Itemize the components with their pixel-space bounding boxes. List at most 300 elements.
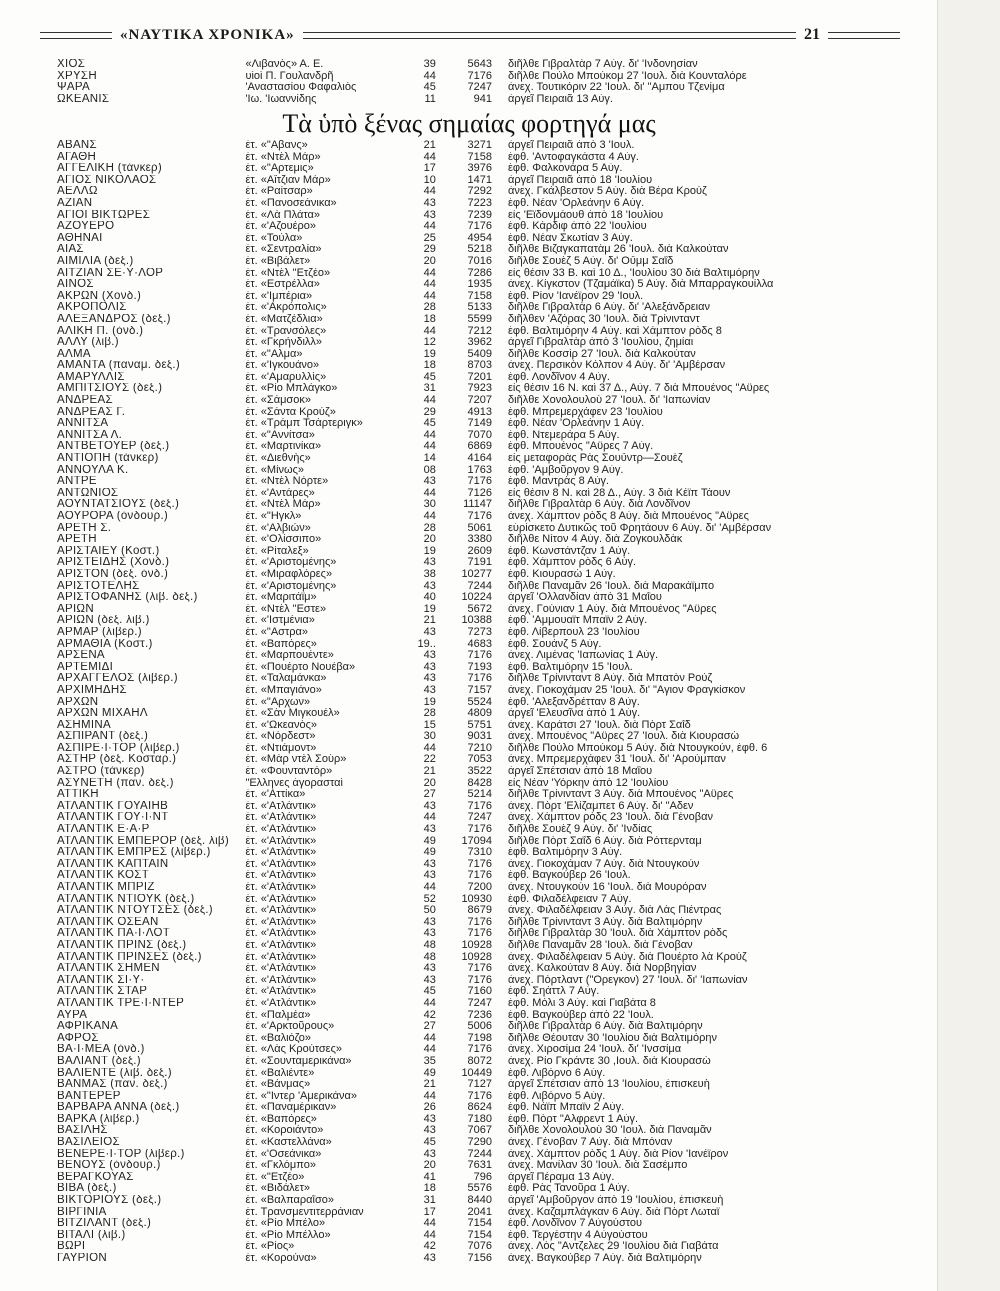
status-cell: εἰς θέσιν 33 Β. καὶ 10 Δ., 'Ιουλίου 30 διὰ Βαλτιμόρην — [508, 267, 760, 279]
owner-cell: ἑτ. «"Αλμα» — [245, 348, 303, 360]
tonnage-cell: 8440 — [467, 1195, 493, 1207]
tonnage-cell: 7180 — [467, 1113, 493, 1125]
status-cell: ἐφθ. Τεργέστην 4 Αὐγούστου — [508, 1229, 648, 1241]
owner-cell: ἑτ. «'Ατλάντικ» — [245, 812, 317, 824]
tonnage-cell: 1471 — [467, 174, 493, 186]
ship-name-cell: ΒΙΚΤΟΡΙΟΥΣ (δεξ.) — [57, 1195, 162, 1207]
owner-cell: ἑτ. «Μαρπουέντε» — [245, 650, 334, 662]
year-cell: 45 — [423, 418, 436, 430]
tonnage-cell: 941 — [473, 93, 493, 105]
status-cell: ἐφθ. Μπρεμερχάφεν 23 'Ιουλίου — [508, 406, 663, 418]
status-cell: εὑρίσκετο Δυτικῶς τοῦ Φρητάουν 6 Αὐγ. δι' 'Αμβέρσαν — [508, 522, 772, 534]
table-row — [57, 59, 889, 71]
tonnage-cell: 7236 — [467, 1009, 493, 1021]
tonnage-cell: 7176 — [467, 870, 493, 882]
table-row — [57, 1137, 889, 1149]
table-row — [57, 928, 889, 940]
tonnage-cell: 7076 — [467, 1241, 493, 1253]
year-cell: 44 — [423, 1032, 436, 1044]
page-header — [40, 22, 900, 48]
table-row — [57, 778, 889, 790]
owner-cell: ἑτ. «Σουνταμερικάνα» — [245, 1055, 352, 1067]
status-cell: ἀνεχ. Γιοκοχάμαν 25 'Ιουλ. δι' "Αγιον Φραγκίσκον — [508, 684, 746, 696]
owner-cell: ἑτ. «"Αβανς» — [245, 140, 308, 151]
year-cell: 43 — [423, 661, 436, 673]
year-cell: 44 — [423, 997, 436, 1009]
year-cell: 30 — [423, 731, 436, 743]
tonnage-cell: 7176 — [467, 1090, 493, 1102]
status-cell: διῆλθε Γιβραλτὰρ 6 Αὐγ. δι' 'Αλεξάνδρειαν — [508, 302, 710, 314]
owner-cell: ἑτ. «"Αννίτσα» — [245, 429, 315, 441]
ship-name-cell: ΒΑ·Ι·ΜΕΑ (ὀνδ.) — [57, 1044, 145, 1056]
year-cell: 43 — [423, 476, 436, 488]
ship-name-cell: ΩΚΕΑΝΙΣ — [57, 93, 110, 105]
ship-name-cell: ΑΤΛΑΝΤΙΚ ΟΣΕΑΝ — [57, 916, 159, 928]
table-row — [57, 1114, 889, 1126]
ship-name-cell: ΒΑΣΙΛΕΙΟΣ — [57, 1137, 120, 1149]
year-cell: 43 — [423, 870, 436, 882]
year-cell: 44 — [423, 70, 436, 82]
ship-name-cell: ΑΝΤΡΕ — [57, 476, 97, 488]
ship-name-cell: ΑΡΙΩΝ (δεξ. λιβ.) — [57, 615, 150, 627]
table-row — [57, 917, 889, 929]
year-cell: 44 — [423, 395, 436, 407]
table-row — [57, 801, 889, 813]
status-cell: ἀνεχ. Ντουγκούν 16 'Ιουλ. διὰ Μουρόραν — [508, 882, 707, 893]
table-row — [57, 975, 889, 987]
owner-cell: ἑτ. «Κορούνα» — [245, 1253, 317, 1264]
tonnage-cell: 7290 — [467, 1137, 493, 1149]
ship-name-cell: ΑΡΧΑΓΓΕΛΟΣ (λιβερ.) — [57, 673, 178, 685]
tonnage-cell: 8703 — [467, 360, 493, 372]
status-cell: διῆλθε Τρίνινταντ 8 Αὐγ. διὰ Μπατὸν Ρούζ — [508, 673, 713, 685]
ship-name-cell: ΑΝΤΩΝΙΟΣ — [57, 487, 119, 499]
year-cell: 28 — [423, 302, 436, 314]
status-cell: ἀνεχ. Φιλαδέλφειαν 5 Αὐγ. διὰ Πουέρτο λὰ Κρούζ — [508, 951, 747, 963]
status-cell: ἐφθ. Λονδῖνον 7 Αὐγούστου — [508, 1218, 643, 1230]
year-cell: 44 — [423, 279, 436, 291]
owner-cell: ἑτ. «'Ατλάντικ» — [245, 928, 317, 940]
tonnage-cell: 7200 — [467, 882, 493, 893]
tonnage-cell: 7212 — [467, 325, 493, 337]
tonnage-cell: 7223 — [467, 197, 493, 209]
ship-name-cell: ΑΙΜΙΛΙΑ (δεξ.) — [57, 255, 134, 267]
owner-cell: ἑτ. «Ντὲλ Μάρ» — [245, 499, 321, 511]
owner-cell: ἑτ. «Μαριτάϊμ» — [245, 592, 317, 604]
tonnage-cell: 7176 — [467, 858, 493, 870]
ship-name-cell: ΑΛΛΥ (λιβ.) — [57, 337, 119, 349]
ship-name-cell: ΑΙΝΟΣ — [57, 279, 94, 291]
ship-name-cell: ΒΕΝΕΡΕ·Ι·ΤΟΡ (λιβερ.) — [57, 1148, 185, 1160]
status-cell: ἐφθ. Λιβόρνο 6 Αὐγ. — [508, 1067, 606, 1079]
owner-cell: ἑτ. «'Ολίσσιπο» — [245, 534, 322, 546]
year-cell: 29 — [423, 406, 436, 418]
tonnage-cell: 7154 — [467, 1229, 493, 1241]
status-cell: ἀνεχ. Γιοκοχάμαν 7 Αὐγ. διὰ Ντουγκούν — [508, 858, 700, 870]
tonnage-cell: 10224 — [461, 592, 493, 604]
table-row — [57, 697, 889, 709]
year-cell: 30 — [423, 499, 436, 511]
status-cell: ἐφθ. Κάρδιφ ἀπὸ 22 'Ιουλίου — [508, 221, 647, 233]
tonnage-cell: 7247 — [467, 82, 493, 94]
year-cell: 20 — [423, 534, 436, 546]
status-cell: διῆλθε Τρίνινταντ 3 Αὐγ. διὰ Μπουένος "Αϋρες — [508, 789, 734, 801]
ship-name-cell: ΑΕΛΛΩ — [57, 186, 98, 198]
status-cell: ἐφθ. Μόλι 3 Αὐγ. καὶ Γιαβάτα 8 — [508, 997, 656, 1009]
ship-name-cell: ΒΑΣΙΛΗΣ — [57, 1125, 108, 1137]
status-cell: ἀνεχ. Καλκούταν 8 Αὐγ. διὰ Νορβηγίαν — [508, 963, 697, 975]
table-row — [57, 140, 889, 152]
ship-name-cell: ΒΑΝΜΑΣ (παν. δεξ.) — [57, 1079, 168, 1091]
table-row — [57, 476, 889, 488]
owner-cell: ἑτ. «'Ατλάντικ» — [245, 963, 317, 975]
table-row — [57, 650, 889, 662]
tonnage-cell: 7176 — [467, 800, 493, 812]
owner-cell: ἑτ. Τρανσμεντιτερράνιαν — [245, 1206, 364, 1218]
ship-name-cell: ΑΝΤΙΟΠΗ (τάνκερ) — [57, 453, 159, 465]
owner-cell: ἑτ. «Τούλα» — [245, 232, 303, 244]
table-row — [57, 986, 889, 998]
year-cell: 44 — [423, 290, 436, 302]
owner-cell: ἑτ. «Γκρήνδιλλ» — [245, 337, 323, 349]
tonnage-cell: 5409 — [467, 348, 493, 360]
ship-name-cell: ΑΚΡΟΠΟΛΙΣ — [57, 302, 127, 314]
tonnage-cell: 7239 — [467, 209, 493, 221]
owner-cell: ἑτ. «"Ηγκλ» — [245, 511, 302, 522]
table-row — [57, 836, 889, 848]
status-cell: διῆλθε Γιβραλτὰρ 7 Αὐγ. δι' 'Ινδονησίαν — [508, 59, 698, 70]
ship-name-cell: ΑΣΠΙΡΑΝΤ (δεξ.) — [57, 731, 149, 743]
status-cell: ἐφθ. Λίβερπουλ 23 'Ιουλίου — [508, 626, 640, 638]
table-row — [57, 824, 889, 836]
status-cell: ἀνεχ. Χάμπτον ρὸδς 23 'Ιουλ. διὰ Γένοβαν — [508, 812, 713, 824]
owner-cell: ἑτ. «'Αντάρες» — [245, 487, 315, 499]
tonnage-cell: 4809 — [467, 708, 493, 720]
owner-cell: ἑτ. «Γκλόμπο» — [245, 1160, 316, 1172]
status-cell: ἀργεῖ Πειραιᾶ ἀπὸ 3 'Ιουλ. — [508, 140, 635, 151]
year-cell: 43 — [423, 673, 436, 685]
table-row — [57, 1160, 889, 1172]
owner-cell: ἑτ. «'Ατλάντικ» — [245, 800, 317, 812]
owner-cell: ἑτ. «Ρίο Μπέλο» — [245, 1218, 326, 1230]
ship-name-cell: ΑΡΤΕΜΙΔΙ — [57, 661, 114, 673]
ship-name-cell: ΑΤΛΑΝΤΙΚ ΕΜΠΡΕΣ (λιβερ.) — [57, 847, 211, 859]
year-cell: 43 — [423, 824, 436, 836]
year-cell: 40 — [423, 592, 436, 604]
status-cell: διῆλθε Κοσσὶρ 27 'Ιουλ. διὰ Καλκούταν — [508, 348, 696, 360]
status-cell: ἀνεχ. Χάμπτον ρὸδς 1 Αὐγ. διὰ Ρίον 'Ιανέϊρον — [508, 1148, 729, 1160]
tonnage-cell: 7198 — [467, 1032, 493, 1044]
year-cell: 08 — [423, 464, 436, 476]
tonnage-cell: 7201 — [467, 371, 493, 383]
table-row — [57, 94, 889, 106]
tonnage-cell: 7923 — [467, 383, 493, 395]
table-row — [57, 82, 889, 94]
status-cell: ἐφθ. Μπουένος "Αϋρες 7 Αὐγ. — [508, 441, 654, 453]
owner-cell: ἑτ. «Ραίτσαρ» — [245, 186, 313, 198]
ship-name-cell: ΑΙΑΣ — [57, 244, 84, 256]
tonnage-cell: 7286 — [467, 267, 493, 279]
tonnage-cell: 7273 — [467, 626, 493, 638]
status-cell: ἐφθ. Ρὰς Τανοῦρα 1 Αὐγ. — [508, 1183, 630, 1195]
year-cell: 42 — [423, 1241, 436, 1253]
status-cell: ἀνεχ. Περσικὸν Κόλπον 4 Αὐγ. δι' 'Αμβέρσαν — [508, 360, 726, 372]
year-cell: 43 — [423, 197, 436, 209]
owner-cell: ἑτ. «Βάνμας» — [245, 1079, 311, 1091]
table-row — [57, 314, 889, 326]
tonnage-cell: 3976 — [467, 163, 493, 175]
table-row — [57, 870, 889, 882]
right-gutter — [937, 0, 1000, 1291]
table-row — [57, 952, 889, 964]
owner-cell: ἑτ. «Μὰρ ντὲλ Σοὺρ» — [245, 754, 347, 766]
ship-name-cell: ΑΤΛΑΝΤΙΚ ΚΑΠΤΑΙΝ — [57, 858, 169, 870]
table-row — [57, 592, 889, 604]
ship-name-cell: ΑΝΝΙΤΣΑ — [57, 418, 109, 430]
owner-cell: ἑτ. «Λὰς Κρούτσες» — [245, 1044, 343, 1056]
ship-name-cell: ΑΤΛΑΝΤΙΚ ΣΗΜΕΝ — [57, 963, 160, 975]
tonnage-cell: 7207 — [467, 395, 493, 407]
tonnage-cell: 5751 — [467, 719, 493, 731]
ship-name-cell: ΑΤΛΑΝΤΙΚ ΣΤΑΡ — [57, 986, 148, 998]
table-row — [57, 998, 889, 1010]
owner-cell: ἑτ. «'Ιγκουάνο» — [245, 360, 320, 372]
owner-cell: ἑτ. «'Αττίκα» — [245, 789, 306, 801]
table-row — [57, 499, 889, 511]
ship-name-cell: ΑΣΤΡΟ (τάνκερ) — [57, 766, 145, 778]
tonnage-cell: 7247 — [467, 812, 493, 824]
status-cell: ἀνεχ. Καζαμπλάγκαν 6 Αὐγ. διὰ Πὸρτ Λωταϊ — [508, 1206, 720, 1218]
owner-cell: ἑτ. «Πουέρτο Νουέβα» — [245, 661, 356, 673]
status-cell: ἀργεῖ Σπέτσιαν ἀπὸ 13 'Ιουλίου, ἐπισκευὴ — [508, 1079, 710, 1091]
tonnage-cell: 3380 — [467, 534, 493, 546]
tonnage-cell: 3271 — [467, 140, 493, 151]
status-cell: διῆλθε Θέουταν 30 'Ιουλίου διὰ Βαλτιμόρην — [508, 1032, 718, 1044]
registry-table-foreign-flags — [57, 140, 889, 1265]
tonnage-cell: 5672 — [467, 603, 493, 615]
year-cell: 44 — [423, 441, 436, 453]
year-cell: 21 — [423, 1079, 436, 1091]
year-cell: 21 — [423, 140, 436, 151]
table-row — [57, 812, 889, 824]
year-cell: 45 — [423, 1137, 436, 1149]
status-cell: διῆλθε Νίτον 4 Αὐγ. διὰ Ζογκουλδὰκ — [508, 534, 683, 546]
year-cell: 43 — [423, 963, 436, 975]
owner-cell: ἑτ. «'Ατλάντικ» — [245, 824, 317, 836]
table-row — [57, 430, 889, 442]
year-cell: 43 — [423, 800, 436, 812]
tonnage-cell: 8679 — [467, 905, 493, 917]
tonnage-cell: 7176 — [467, 974, 493, 986]
year-cell: 43 — [423, 1125, 436, 1137]
status-cell: ἀνεχ. Μπουένος "Αϋρες 27 'Ιουλ. διὰ Κιουρασὼ — [508, 731, 740, 743]
year-cell: 28 — [423, 522, 436, 534]
year-cell: 48 — [423, 939, 436, 951]
tonnage-cell: 7176 — [467, 928, 493, 940]
owner-cell: 'Ιω. 'Ιωαννίδης — [245, 93, 317, 105]
year-cell: 15 — [423, 719, 436, 731]
owner-cell: ἑτ. «"Ετζέο» — [245, 1171, 305, 1183]
tonnage-cell: 2609 — [467, 545, 493, 557]
owner-cell: ἑτ. «Ντὲλ "Ετζέο» — [245, 267, 331, 279]
owner-cell: ἑτ. «Ματζέδλια» — [245, 313, 323, 325]
table-row — [57, 534, 889, 546]
ship-name-cell: ΑΛΜΑ — [57, 348, 91, 360]
tonnage-cell: 5524 — [467, 696, 493, 708]
tonnage-cell: 8428 — [467, 777, 493, 789]
table-row — [57, 1230, 889, 1242]
status-cell: ἀνεχ. Τουτικόριν 22 'Ιουλ. δι' "Αμπου Τζενίμα — [508, 82, 725, 94]
year-cell: 31 — [423, 383, 436, 395]
tonnage-cell: 5214 — [467, 789, 493, 801]
year-cell: 43 — [423, 1148, 436, 1160]
ship-name-cell: ΑΝΝΟΥΛΑ Κ. — [57, 464, 129, 476]
year-cell: 22 — [423, 754, 436, 766]
year-cell: 43 — [423, 974, 436, 986]
year-cell: 18 — [423, 1183, 436, 1195]
ship-name-cell: ΑΡΜΑΘΙΑ (Κοστ.) — [57, 638, 153, 650]
ship-name-cell: ΒΕΡΑΓΚΟΥΑΣ — [57, 1171, 134, 1183]
status-cell: ἀργεῖ 'Ελευσῖνα ἀπὸ 1 Αὐγ. — [508, 708, 641, 720]
owner-cell: ἑτ. «'Οσεάνικα» — [245, 1148, 322, 1160]
table-row — [57, 754, 889, 766]
owner-cell: ἑτ. «Εστρέλλα» — [245, 279, 320, 291]
ship-name-cell: ΑΦΡΙΚΑΝΑ — [57, 1021, 119, 1033]
table-row — [57, 847, 889, 859]
ship-name-cell: ΒΙΤΖΙΛΑΝΤ (δεξ.) — [57, 1218, 152, 1230]
status-cell: ἀνεχ. Καράτσι 27 'Ιουλ. διὰ Πὸρτ Σαΐδ — [508, 719, 691, 731]
tonnage-cell: 7176 — [467, 673, 493, 685]
tonnage-cell: 4913 — [467, 406, 493, 418]
status-cell: διῆλθε Παναμᾶν 26 'Ιουλ. διὰ Μαρακάϊμπο — [508, 580, 715, 592]
status-cell: διῆλθε Χονολουλοὺ 27 'Ιουλ. δι' 'Ιαπωνίαν — [508, 395, 711, 407]
owner-cell: ἑτ. «Τρανσόλες» — [245, 325, 327, 337]
year-cell: 44 — [423, 151, 436, 163]
status-cell: ἐφθ. Κωνστάντζαν 1 Αὐγ. — [508, 545, 631, 557]
table-row — [57, 766, 889, 778]
table-row — [57, 1033, 889, 1045]
ship-name-cell: ΑΡΙΣΤΟΦΑΝΗΣ (λιβ. δεξ.) — [57, 592, 198, 604]
table-row — [57, 546, 889, 558]
table-row — [57, 383, 889, 395]
tonnage-cell: 7244 — [467, 580, 493, 592]
ship-name-cell: ΑΥΡΑ — [57, 1009, 88, 1021]
owner-cell: ἑτ. «Παναμέρικαν» — [245, 1102, 337, 1114]
table-row — [57, 256, 889, 268]
status-cell: εἰς 'Εϊδονμάουθ ἀπὸ 18 'Ιουλίου — [508, 209, 664, 221]
year-cell: 19 — [423, 348, 436, 360]
year-cell: 10 — [423, 174, 436, 186]
table-row — [57, 291, 889, 303]
ship-name-cell: ΑΤΛΑΝΤΙΚ ΓΟΥ·Ι·ΝΤ — [57, 812, 169, 824]
tonnage-cell: 8072 — [467, 1055, 493, 1067]
ship-name-cell: ΓΑΥΡΙΟΝ — [57, 1253, 107, 1264]
tonnage-cell: 3962 — [467, 337, 493, 349]
ship-name-cell: ΑΓΑΘΗ — [57, 151, 97, 163]
table-row — [57, 1149, 889, 1161]
year-cell: 44 — [423, 882, 436, 893]
status-cell: διῆλθε Παναμᾶν 28 'Ιουλ. διὰ Γένοβαν — [508, 939, 693, 951]
tonnage-cell: 7158 — [467, 290, 493, 302]
status-cell: διῆλθε Πούλο Μπούκομ 5 Αὐγ. διὰ Ντουγκούν, ἐφθ. 6 — [508, 742, 768, 754]
page-number: 21 — [804, 26, 820, 43]
tonnage-cell: 7070 — [467, 429, 493, 441]
tonnage-cell: 7157 — [467, 684, 493, 696]
ship-name-cell: ΑΡΙΩΝ — [57, 603, 94, 615]
header-rule-right — [828, 32, 900, 39]
year-cell: 45 — [423, 371, 436, 383]
status-cell: διῆλθεν 'Αζόρας 30 'Ιουλ. διὰ Τρίνινταντ — [508, 313, 700, 325]
table-row — [57, 326, 889, 338]
ship-name-cell: ΑΤΛΑΝΤΙΚ ΕΜΠΕΡΟΡ (δεξ. λιβ) — [57, 835, 229, 847]
owner-cell: ἑτ. «'Αλβιών» — [245, 522, 311, 534]
table-row — [57, 453, 889, 465]
year-cell: 19 — [423, 696, 436, 708]
year-cell: 27 — [423, 789, 436, 801]
year-cell: 43 — [423, 580, 436, 592]
owner-cell: ἑτ. «'Ιμπέρια» — [245, 290, 313, 302]
year-cell: 18 — [423, 360, 436, 372]
ship-name-cell: ΑΛΙΚΗ Π. (ὀνδ.) — [57, 325, 144, 337]
owner-cell: ἑτ. «'Ατλάντικ» — [245, 870, 317, 882]
year-cell: 44 — [423, 429, 436, 441]
owner-cell: ἑτ. «'Ατλάντικ» — [245, 893, 317, 905]
tonnage-cell: 4683 — [467, 638, 493, 650]
ship-name-cell: ΑΤΛΑΝΤΙΚ ΣΙ·Υ· — [57, 974, 145, 986]
owner-cell: ἑτ. «'Ατλάντικ» — [245, 916, 317, 928]
owner-cell: ἑτ. «Πανοσεάνικα» — [245, 197, 337, 209]
status-cell: ἐφθ. Βαγκούβερ 26 'Ιουλ. — [508, 870, 631, 882]
tonnage-cell: 10449 — [461, 1067, 493, 1079]
table-row — [57, 244, 889, 256]
owner-cell: ἑτ. «Μπαγιάνο» — [245, 684, 322, 696]
year-cell: 43 — [423, 1253, 436, 1264]
owner-cell: ἑτ. «Ρίο Μπλάγκο» — [245, 383, 338, 395]
ship-name-cell: ΑΖΙΑΝ — [57, 197, 93, 209]
tonnage-cell: 7176 — [467, 650, 493, 662]
owner-cell: ἑτ. «Αἴτζιαν Μάρ» — [245, 174, 331, 186]
owner-cell: ἑτ. «Νόρδεστ» — [245, 731, 316, 743]
tonnage-cell: 5133 — [467, 302, 493, 314]
status-cell: ἀνεχ. Κίγκστον (Τζαμάϊκα) 5 Αὐγ. διὰ Μπαρραγκουίλλα — [508, 279, 774, 291]
year-cell: 43 — [423, 650, 436, 662]
owner-cell: ἑτ. «'Ατλάντικ» — [245, 835, 317, 847]
status-cell: ἀργεῖ 'Αμβοῦργον ἀπὸ 19 'Ιουλίου, ἐπισκευὴ — [508, 1195, 724, 1207]
table-row — [57, 1056, 889, 1068]
year-cell: 20 — [423, 777, 436, 789]
table-row — [57, 210, 889, 222]
ship-name-cell: ΧΙΟΣ — [57, 59, 86, 70]
status-cell: ἀνεχ. Γούνιαν 1 Αὐγ. διὰ Μπουένος "Αϋρες — [508, 603, 717, 615]
status-cell: ἀνεχ. Μπρεμερχάφεν 31 'Ιουλ. δι' 'Αρούμπαν — [508, 754, 726, 766]
tonnage-cell: 7154 — [467, 1218, 493, 1230]
owner-cell: ἑτ. «Ντὲλ Νόρτε» — [245, 476, 329, 488]
year-cell: 45 — [423, 82, 436, 94]
owner-cell: «Λιβανὸς» Α. Ε. — [245, 59, 324, 70]
table-row — [57, 302, 889, 314]
year-cell: 48 — [423, 951, 436, 963]
ship-name-cell: ΑΤΛΑΝΤΙΚ ΜΠΡΙΖ — [57, 882, 155, 893]
year-cell: 44 — [423, 267, 436, 279]
ship-name-cell: ΑΣΗΜΙΝΑ — [57, 719, 111, 731]
table-row — [57, 511, 889, 523]
tonnage-cell: 10928 — [461, 939, 493, 951]
status-cell: ἀργεῖ Σπέτσιαν ἀπὸ 18 Μαΐου — [508, 766, 653, 778]
status-cell: ἀνεχ. Λὸς "Αντζελες 29 'Ιουλίου διὰ Γιαβάτα — [508, 1241, 719, 1253]
status-cell: ἐφθ. 'Αμμουαῒτ Μπαϊν 2 Αὐγ. — [508, 615, 648, 627]
ship-name-cell: ΑΓΙΟΙ ΒΙΚΤΩΡΕΣ — [57, 209, 151, 221]
status-cell: ἐφθ. Φιλαδέλφειαν 7 Αὐγ. — [508, 893, 632, 905]
